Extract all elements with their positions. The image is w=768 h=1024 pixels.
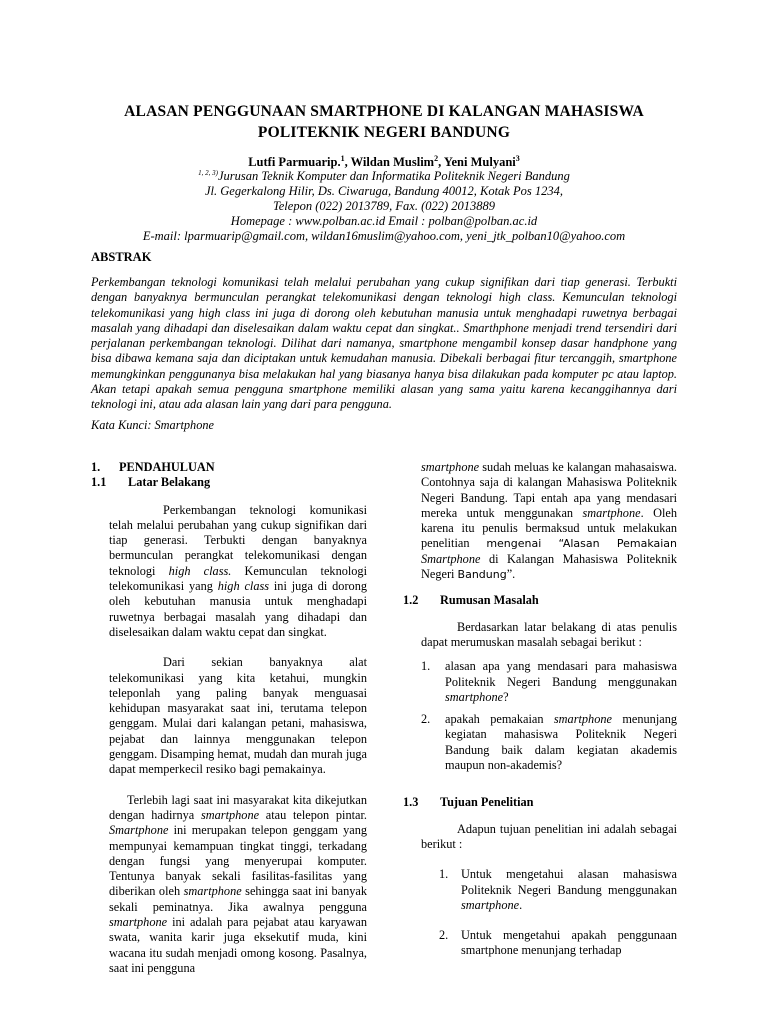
section-1-3-title: Tujuan Penelitian: [440, 795, 534, 810]
affiliation-line-1: $^{1, 2, 3)}$Jurusan Teknik Komputer dan Informatika Politeknik Negeri Bandung: [198, 169, 570, 184]
affiliation-line-4: Homepage : www.polban.ac.id Email : polban@polban.ac.id: [230, 214, 538, 229]
title-line-2: POLITEKNIK NEGERI BANDUNG: [257, 124, 511, 141]
author-3-sup: 3: [515, 154, 520, 163]
paper-title: [80, 101, 688, 143]
affiliation-line-5: E-mail: lparmuarip@gmail.com, wildan16muslim@yahoo.com, yeni_jtk_polban10@yahoo.com: [142, 229, 626, 244]
author-1-sup: 1: [340, 154, 345, 163]
section-1-2-number: 1.2: [403, 593, 419, 608]
section-1-1-title: Latar Belakang: [128, 475, 211, 490]
paragraph-5: Berdasarkan latar belakang di atas penulis dapat merumuskan masalah sebagai berikut :: [421, 619, 677, 649]
section-1-1-number: 1.1: [91, 475, 107, 490]
section-1-heading: [91, 460, 367, 475]
section-1-2-title: Rumusan Masalah: [440, 593, 539, 608]
paragraph-6: Adapun tujuan penelitian ini adalah sebagai berikut :: [421, 821, 677, 851]
affiliation-line-3: Telepon (022) 2013789, Fax. (022) 2013889: [272, 199, 496, 214]
objective-item-2: 2. Untuk mengetahui apakah penggunaan smartphone menunjang terhadap: [439, 928, 677, 958]
affiliation-sup: 1, 2, 3): [198, 169, 218, 177]
title-line-1: ALASAN PENGGUNAAN SMARTPHONE DI KALANGAN MAHASISWA: [124, 103, 644, 120]
author-3: , Yeni Mulyani: [438, 155, 516, 170]
paragraph-2: Dari sekian banyaknya alat telekomunikasi yang kita ketahui, mungkin teleponlah yang paling banyak menguasai kehidupan masyarakat saat ini, terutama telepon genggam. Mulai dari kalangan petani, mahasiswa, pejabat dan lainnya menggunakan telepon genggam. Disamping hemat, mudah dan murah juga dapat memperkecil resiko bagi pemakainya.: [109, 655, 367, 777]
right-column: [403, 460, 677, 959]
keywords: Kata Kunci: Smartphone: [91, 418, 214, 432]
section-1-title: PENDAHULUAN: [119, 460, 215, 474]
paragraph-3: Terlebih lagi saat ini masyarakat kita dikejutkan dengan hadirnya smartphone atau telepon pintar. Smartphone ini merupakan telepon genggam yang mempunyai kemampuan tingkat tinggi, terkadang dengan fungsi yang menyerupai komputer. Tentunya banyak sekali fasilitas-fasilitas yang diberikan oleh smartphone sehingga saat ini banyak sekali peminatnya. Jika awalnya pengguna smartphone ini adalah para pejabat atau karyawan swata, wanita karir juga eksekutif muda, kini wacana itu sudah menjadi omong kosong. Pasalnya, saat ini pengguna: [109, 792, 367, 975]
left-body: [91, 503, 367, 977]
section-1-3-number: 1.3: [403, 795, 419, 810]
section-1-1-heading: [91, 475, 367, 490]
problem-item-1: 1. alasan apa yang mendasari para mahasiswa Politeknik Negeri Bandung menggunakan smartphone?: [421, 659, 677, 704]
section-1-2-heading: [403, 593, 677, 608]
affiliation: [80, 166, 688, 244]
author-1: Lutfi Parmuarip.: [248, 155, 341, 170]
objective-item-1: 1. Untuk mengetahui alasan mahasiswa Politeknik Negeri Bandung menggunakan smartphone.: [439, 867, 677, 912]
paragraph-4: smartphone sudah meluas ke kalangan mahasaiswa. Contohnya saja di kalangan Mahasiswa Politeknik Negeri Bandung. Tapi entah apa yang mendasari mereka untuk menggunakan smartphone. Oleh karena itu penulis bermaksud untuk melakukan penelitian mengenai “Alasan Pemakaian Smartphone di Kalangan Mahasiswa Politeknik Negeri Bandung”.: [421, 460, 678, 582]
left-column: [91, 460, 367, 976]
paragraph-1: Perkembangan teknologi komunikasi telah melalui perubahan yang cukup signifikan dari tiap generasi. Terbukti dengan banyaknya bermunculan perangkat telekomunikasi dengan teknologi high class. Kemunculan teknologi telekomunikasi yang high class ini juga di dorong oleh kebutuhan manusia untuk menghadapi ruwetnya berbagai masalah yang dihadapi dan diselesaikan dalam waktu cepat dan singkat.: [109, 502, 367, 639]
author-2: , Wildan Muslim: [344, 155, 435, 170]
abstract-text: Perkembangan teknologi komunikasi telah melalui perubahan yang cukup signifikan dari tiap generasi. Terbukti dengan banyaknya bermunculan perangkat telekomunikasi dengan teknologi high class. Kemunculan teknologi telekomunikasi yang high class ini juga di dorong oleh kebutuhan manusia untuk menghadapi ruwetnya berbagai masalah yang dihadapi dan diselesaikan dalam waktu cepat dan singkat.. Smarthphone menjadi trend tersendiri dari perjalanan perkembangan teknologi. Dilihat dari namanya, smartphone mengambil konsep dasar handphone yang bisa dibawa kemana saja dan diciptakan untuk kemudahan manusia. Dibekali berbagai fitur tercanggih, smartphone memungkinkan penggunanya bisa melakukan hal yang biasanya hanya bisa dilakukan pada komputer pc atau laptop. Akan tetapi apakah semua pengguna smartphone memiliki alasan yang sama yaitu karena kecanggihannya dari teknologi ini, atau ada alasan lain yang dari para pengguna.: [91, 275, 677, 412]
section-1-number: 1.: [91, 460, 101, 474]
abstract-heading: ABSTRAK: [91, 250, 152, 264]
affiliation-line-2: Jl. Gegerkalong Hilir, Ds. Ciwaruga, Bandung 40012, Kotak Pos 1234,: [205, 184, 563, 199]
author-2-sup: 2: [434, 154, 439, 163]
problem-item-2: 2. apakah pemakaian smartphone menunjang kegiatan mahasiswa Politeknik Negeri Bandung baik dalam kegiatan akademis maupun non-akademis?: [421, 712, 677, 773]
section-1-3-heading: [403, 795, 677, 810]
